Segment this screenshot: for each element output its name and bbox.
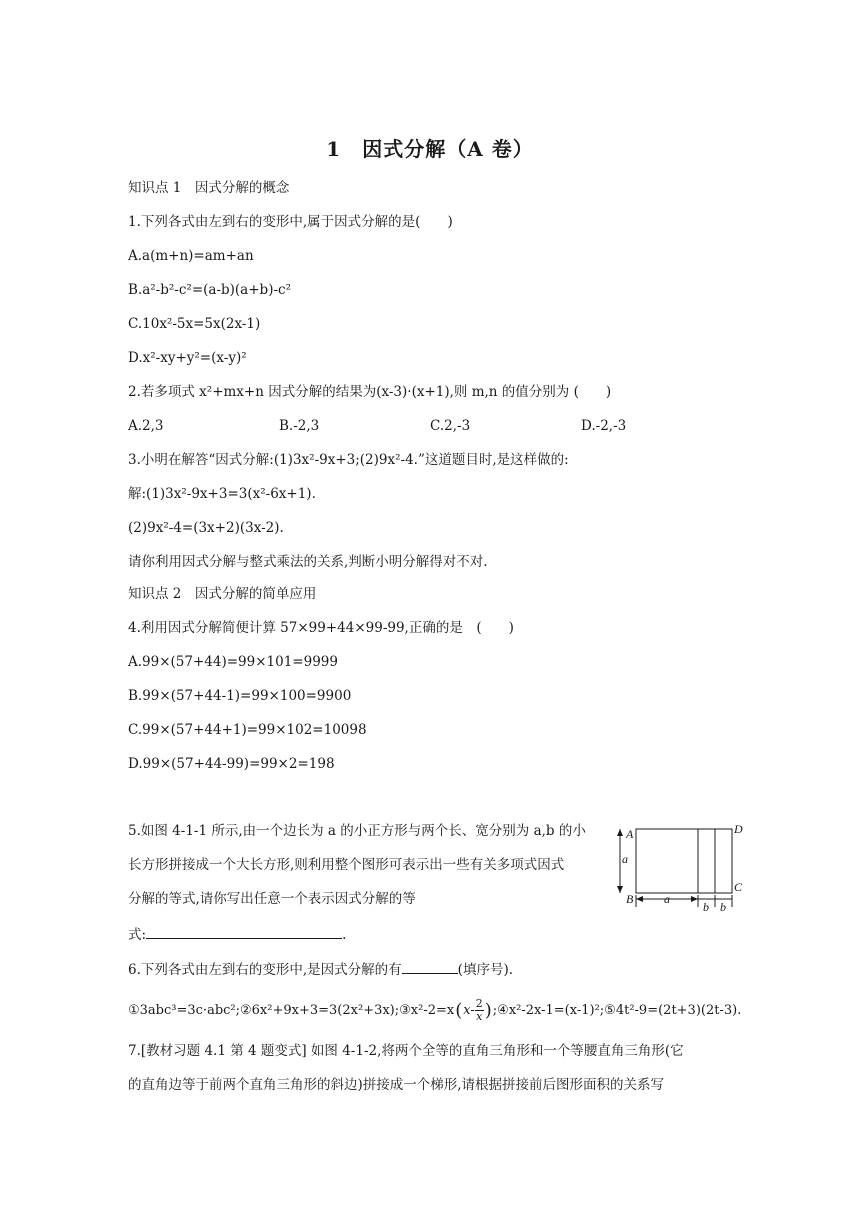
q3-instruction: 请你利用因式分解与整式乘法的关系,判断小明分解得对不对.: [128, 554, 488, 570]
label-C: C: [734, 880, 743, 894]
q4-option-c: C.99×(57+44+1)=99×102=10098: [128, 722, 367, 738]
q4-option-d: D.99×(57+44-99)=99×2=198: [128, 756, 335, 772]
q2-option-b: B.-2,3: [279, 418, 320, 434]
q6-paren-close: ): [484, 999, 492, 1021]
q1-option-a: A.a(m+n)=am+an: [128, 248, 254, 264]
arrow-down: [617, 886, 623, 893]
arrow-a-right: [691, 896, 698, 902]
q5-answer-line: [128, 924, 346, 944]
q6-stem-end: (填序号).: [457, 962, 513, 978]
label-a-vertical: a: [622, 852, 628, 866]
label-D: D: [734, 822, 743, 836]
q2-option-a: A.2,3: [128, 418, 164, 434]
q7-line-1: 7.[教材习题 4.1 第 4 题变式] 如图 4-1-2,将两个全等的直角三角形和一个等腰直角三角形(它: [128, 1043, 684, 1059]
figure-4-1-1: [614, 819, 754, 915]
label-b-2: b: [720, 900, 726, 914]
section-heading-1: 知识点 1 因式分解的概念: [128, 180, 290, 196]
q1-option-d: D.x²-xy+y²=(x-y)²: [128, 350, 247, 366]
q6-fraction: [475, 998, 484, 1023]
q5-line-3: 分解的等式,请你写出任意一个表示因式分解的等: [128, 891, 416, 907]
q3-solution-1: 解:(1)3x²-9x+3=3(x²-6x+1).: [128, 486, 316, 502]
section-heading-2: 知识点 2 因式分解的简单应用: [128, 586, 317, 602]
q6-stem-line: [128, 959, 513, 979]
q6-stem: 6.下列各式由左到右的变形中,是因式分解的有: [128, 962, 402, 978]
label-A: A: [626, 827, 634, 841]
q6-items-text: ①3abc³=3c·abc²;②6x²+9x+3=3(2x²+3x);③x²-2=x: [128, 1003, 455, 1018]
label-B: B: [626, 892, 634, 906]
q5-line-1: 5.如图 4-1-1 所示,由一个边长为 a 的小正方形与两个长、宽分别为 a,b 的小: [128, 823, 586, 839]
q6-answer-blank[interactable]: [402, 959, 458, 974]
q6-items-end: ;④x²-2x-1=(x-1)²;⑤4t²-9=(2t+3)(2t-3).: [492, 1003, 742, 1018]
arrow-left: [636, 896, 643, 902]
q1-option-c: C.10x²-5x=5x(2x-1): [128, 316, 261, 332]
q5-answer-prefix: 式:: [128, 927, 147, 943]
big-rectangle: [636, 829, 732, 893]
q5-line-2: 长方形拼接成一个大长方形,则利用整个图形可表示出一些有关多项式因式: [128, 857, 565, 873]
q5-answer-end: .: [342, 927, 347, 943]
q1-option-b: B.a²-b²-c²=(a-b)(a+b)-c²: [128, 282, 291, 298]
page-title: 1 因式分解（A 卷）: [326, 137, 534, 161]
q3-solution-2: (2)9x²-4=(3x+2)(3x-2).: [128, 520, 284, 536]
q5-answer-blank[interactable]: [146, 924, 342, 939]
q2-stem: 2.若多项式 x²+mx+n 因式分解的结果为(x-3)·(x+1),则 m,n 的值分别为 ( ): [128, 384, 612, 400]
q3-stem: 3.小明在解答“因式分解:(1)3x²-9x+3;(2)9x²-4.”这道题目时,是这样做的:: [128, 452, 569, 468]
q6-items: [128, 998, 741, 1023]
q2-option-c: C.2,-3: [430, 418, 471, 434]
q2-option-d: D.-2,-3: [581, 418, 627, 434]
q1-stem: 1.下列各式由左到右的变形中,属于因式分解的是( ): [128, 214, 453, 230]
label-a-horizontal: a: [664, 892, 670, 906]
q4-option-a: A.99×(57+44)=99×101=9999: [128, 654, 338, 670]
q6-x: x-: [463, 1002, 475, 1018]
arrow-up: [617, 829, 623, 836]
q6-frac-num: 2: [475, 997, 483, 1010]
q4-option-b: B.99×(57+44-1)=99×100=9900: [128, 688, 352, 704]
q6-paren-open: (: [455, 999, 463, 1021]
q7-line-2: 的直角边等于前两个直角三角形的斜边)拼接成一个梯形,请根据拼接前后图形面积的关系写: [128, 1077, 665, 1093]
label-b-1: b: [703, 900, 709, 914]
q6-frac-den: x: [476, 1010, 483, 1023]
q4-stem: 4.利用因式分解简便计算 57×99+44×99-99,正确的是 ( ): [128, 620, 514, 636]
